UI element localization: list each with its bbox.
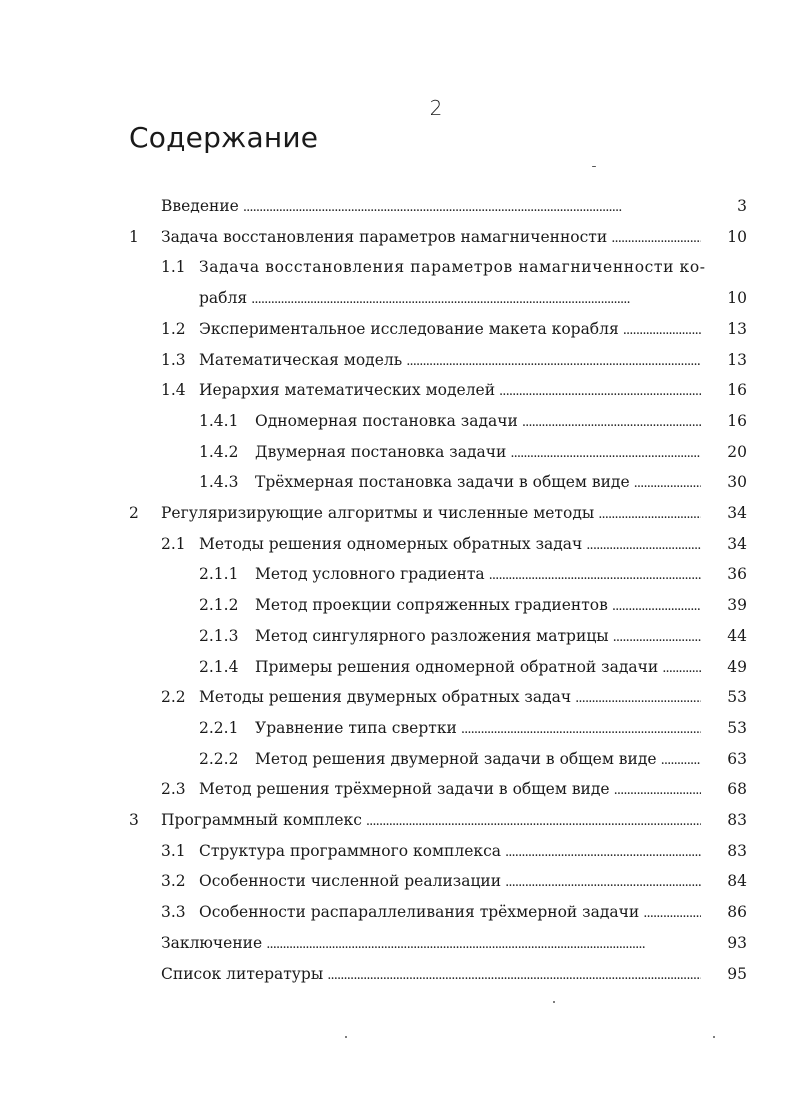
toc-entry-title-with-leader xyxy=(161,959,701,991)
toc-entry[interactable] xyxy=(0,836,795,866)
dot-leader xyxy=(634,467,701,499)
dot-leader xyxy=(662,652,701,684)
toc-entry-number: 3.1 xyxy=(161,841,186,860)
toc-entry-title-line1: Задача восстановления параметров намагниченности ко- xyxy=(199,258,706,277)
toc-entry-page: 16 xyxy=(727,381,747,400)
toc-entry-number: 2.1.1 xyxy=(199,565,239,584)
toc-entry-title: Методы решения двумерных обратных задач xyxy=(199,688,572,707)
toc-entry-title-with-leader xyxy=(199,529,701,561)
toc-entry-page: 34 xyxy=(727,534,747,553)
dot-leader xyxy=(505,836,701,868)
toc-entry[interactable] xyxy=(0,866,795,896)
toc-entry-number: 1.2 xyxy=(161,319,186,338)
toc-entry[interactable] xyxy=(0,283,795,313)
dot-leader xyxy=(611,222,701,254)
toc-entry[interactable] xyxy=(0,406,795,436)
toc-entry-number: 1.4.2 xyxy=(199,442,239,461)
toc-title: Содержание xyxy=(129,121,319,154)
toc-entry-page: 63 xyxy=(727,749,747,768)
dot-leader xyxy=(643,897,701,929)
toc-entry[interactable] xyxy=(0,437,795,467)
dot-leader xyxy=(623,314,701,346)
toc-entry[interactable] xyxy=(0,529,795,559)
toc-entry-number: 2.2.1 xyxy=(199,718,239,737)
toc-entry-page: 44 xyxy=(727,626,747,645)
toc-entry-page: 30 xyxy=(727,473,747,492)
dot-leader xyxy=(598,498,701,530)
dot-leader xyxy=(505,866,701,898)
toc-entry-page: 3 xyxy=(737,197,747,215)
toc-entry-number: 3.2 xyxy=(161,872,186,891)
toc-entry-title: Метод решения двумерной задачи в общем виде xyxy=(255,749,657,768)
toc-entry-page: 68 xyxy=(727,780,747,799)
toc-entry[interactable] xyxy=(0,314,795,344)
toc-entry-number: 1 xyxy=(129,227,139,246)
toc-entry-title: Особенности распараллеливания трёхмерной задачи xyxy=(199,903,640,922)
toc-entry-page: 16 xyxy=(727,411,747,430)
toc-entry-title: Метод решения трёхмерной задачи в общем виде xyxy=(199,780,610,799)
toc-entry-page: 83 xyxy=(727,811,747,829)
dot-leader xyxy=(327,959,701,991)
toc-entry-number: 2.1.4 xyxy=(199,657,239,676)
toc-entry-title: Методы решения одномерных обратных задач xyxy=(199,534,583,553)
toc-entry-title-with-leader xyxy=(255,559,701,591)
toc-entry-title-with-leader xyxy=(255,406,701,438)
toc-entry-number: 2.1.3 xyxy=(199,626,239,645)
toc-entry[interactable] xyxy=(0,959,795,989)
toc-entry-title-with-leader xyxy=(199,682,701,714)
toc-entry-number: 1.4.3 xyxy=(199,473,239,492)
toc-entry-title-with-leader xyxy=(199,897,701,929)
toc-entry-number: 2.3 xyxy=(161,780,186,799)
dot-leader xyxy=(575,682,701,714)
toc-entry-number: 3.3 xyxy=(161,903,186,922)
toc-entry-page: 13 xyxy=(727,350,747,369)
toc-entry-title: Метод сингулярного разложения матрицы xyxy=(255,626,609,645)
toc-entry-title: Введение xyxy=(161,197,239,215)
scan-speck xyxy=(592,166,596,167)
toc-entry-page: 84 xyxy=(727,872,747,891)
toc-entry-wrapped-line xyxy=(0,252,795,282)
toc-entry-page: 13 xyxy=(727,319,747,338)
toc-entry-title: рабля xyxy=(199,289,248,308)
dot-leader xyxy=(522,406,701,438)
toc-entry-page: 10 xyxy=(727,227,747,246)
toc-entry-number: 2.1 xyxy=(161,534,186,553)
toc-entry-title-with-leader xyxy=(161,805,701,837)
toc-entry-title-with-leader xyxy=(161,928,701,960)
toc-entry[interactable] xyxy=(0,498,795,528)
toc-entry[interactable] xyxy=(0,774,795,804)
toc-entry[interactable] xyxy=(0,713,795,743)
toc-entry-page: 53 xyxy=(727,688,747,707)
dot-leader xyxy=(489,559,701,591)
toc-entry[interactable] xyxy=(0,345,795,375)
toc-entry-title-with-leader xyxy=(199,866,701,898)
toc-entry[interactable] xyxy=(0,222,795,252)
toc-entry-title-with-leader xyxy=(255,437,701,469)
toc-entry[interactable] xyxy=(0,652,795,682)
toc-entry[interactable] xyxy=(0,590,795,620)
toc-entry-number: 2.2.2 xyxy=(199,749,239,768)
toc-entry-title-with-leader xyxy=(199,283,701,315)
toc-entry-title: Уравнение типа свертки xyxy=(255,718,457,737)
toc-entry-title-with-leader xyxy=(161,498,701,530)
toc-entry[interactable] xyxy=(0,375,795,405)
toc-entry-number: 1.3 xyxy=(161,350,186,369)
toc-entry-page: 93 xyxy=(727,933,747,952)
toc-entry-page: 83 xyxy=(727,841,747,860)
toc-entry-page: 49 xyxy=(727,657,747,676)
toc-entry-page: 10 xyxy=(727,289,747,308)
toc-entry-title: Экспериментальное исследование макета корабля xyxy=(199,319,619,338)
dot-leader xyxy=(613,621,701,653)
dot-leader xyxy=(661,744,701,776)
dot-leader xyxy=(266,928,701,960)
toc-entry-title-with-leader xyxy=(255,590,701,622)
dot-leader xyxy=(243,191,701,223)
toc-entry[interactable] xyxy=(0,191,795,221)
dot-leader xyxy=(251,283,701,315)
toc-entry-title-with-leader xyxy=(255,467,701,499)
toc-entry[interactable] xyxy=(0,744,795,774)
toc-entry-title: Метод проекции сопряженных градиентов xyxy=(255,596,608,615)
toc-entry[interactable] xyxy=(0,928,795,958)
toc-entry-number: 1.4 xyxy=(161,381,186,400)
toc-entry-number: 1.4.1 xyxy=(199,411,239,430)
toc-entry-title: Двумерная постановка задачи xyxy=(255,442,507,461)
toc-entry-title-with-leader xyxy=(255,713,701,745)
scan-speck xyxy=(713,1036,715,1038)
dot-leader xyxy=(499,375,701,407)
toc-entry-title-with-leader xyxy=(199,774,701,806)
toc-entry-page: 36 xyxy=(727,565,747,584)
toc-entry-number: 1.1 xyxy=(161,258,186,277)
dot-leader xyxy=(586,529,701,561)
toc-entry[interactable] xyxy=(0,805,795,835)
toc-entry-title: Трёхмерная постановка задачи в общем виде xyxy=(255,473,630,492)
toc-entry[interactable] xyxy=(0,467,795,497)
toc-entry-title-with-leader xyxy=(255,621,701,653)
toc-entry-title-with-leader xyxy=(199,375,701,407)
dot-leader xyxy=(614,774,701,806)
toc-entry-number: 3 xyxy=(129,811,139,829)
toc-entry-page: 34 xyxy=(727,504,747,522)
toc-entry-title: Математическая модель xyxy=(199,350,403,369)
toc-entry-title: Программный комплекс xyxy=(161,811,362,829)
toc-entry-title: Одномерная постановка задачи xyxy=(255,411,518,430)
toc-entry-title: Заключение xyxy=(161,933,263,952)
dot-leader xyxy=(510,437,701,469)
toc-entry-title: Примеры решения одномерной обратной задачи xyxy=(255,657,659,676)
toc-entry[interactable] xyxy=(0,559,795,589)
toc-entry-number: 2.2 xyxy=(161,688,186,707)
toc-entry-title-with-leader xyxy=(255,744,701,776)
toc-entry-title: Структура программного комплекса xyxy=(199,841,502,860)
toc-entry-title: Особенности численной реализации xyxy=(199,872,502,891)
toc-entry-title-with-leader xyxy=(199,345,701,377)
toc-entry-title-with-leader xyxy=(199,314,701,346)
dot-leader xyxy=(366,805,701,837)
toc-entry-title-with-leader xyxy=(161,222,701,254)
toc-entry-title: Иерархия математических моделей xyxy=(199,381,496,400)
scan-speck xyxy=(345,1036,347,1038)
dot-leader xyxy=(406,345,701,377)
toc-entry[interactable] xyxy=(0,621,795,651)
scan-speck xyxy=(553,1001,555,1003)
toc-entry-number: 2.1.2 xyxy=(199,596,239,615)
toc-entry-page: 95 xyxy=(727,964,747,983)
toc-entry-number: 2 xyxy=(129,504,139,522)
toc-entry-title-with-leader xyxy=(161,191,701,223)
toc-entry-title-with-leader xyxy=(199,836,701,868)
toc-entry-page: 86 xyxy=(727,903,747,922)
dot-leader xyxy=(612,590,701,622)
toc-entry-page: 53 xyxy=(727,718,747,737)
toc-entry-title: Список литературы xyxy=(161,964,324,983)
toc-entry-title: Задача восстановления параметров намагниченности xyxy=(161,227,608,246)
toc-entry-title: Метод условного градиента xyxy=(255,565,485,584)
toc-entry[interactable] xyxy=(0,897,795,927)
page-number: 2 xyxy=(429,96,443,120)
toc-entry-title: Регуляризирующие алгоритмы и численные методы xyxy=(161,504,595,522)
toc-entry-title-with-leader xyxy=(255,652,701,684)
toc-entry-page: 20 xyxy=(727,442,747,461)
dot-leader xyxy=(461,713,701,745)
toc-entry-page: 39 xyxy=(727,596,747,615)
toc-entry[interactable] xyxy=(0,682,795,712)
